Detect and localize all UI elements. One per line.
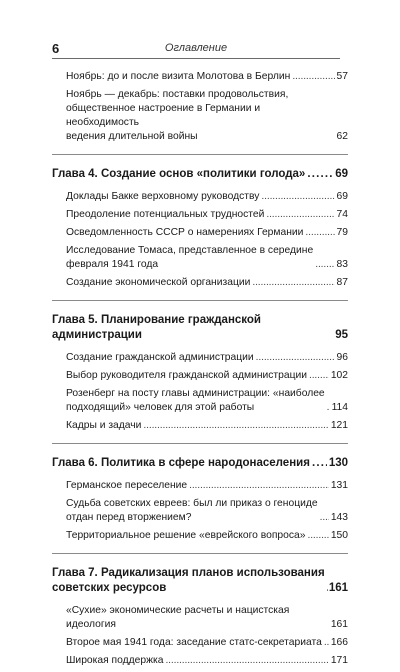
chapter-heading-page: 161 [329,581,348,596]
chapter-heading-page: 130 [329,456,348,471]
toc-entry-title: Судьба советских евреев: был ли приказ о геноциде отдан перед вторжением? [66,497,318,525]
toc-entry-title: Исследование Томаса, представленное в середине февраля 1941 года [66,244,313,272]
toc-entry [52,636,348,650]
chapter-heading-page: 69 [335,167,348,182]
dot-leader [266,208,334,222]
chapter-heading-title: Глава 5. Планирование гражданской администрации [52,313,331,343]
chapter-block [52,167,348,290]
chapter-block [52,566,348,668]
dot-leader [256,351,335,365]
toc-entry-title: Преодоление потенциальных трудностей [66,208,264,222]
dot-leader [324,636,329,650]
toc-entry-page: 83 [337,258,348,272]
toc-entry-page: 143 [331,511,348,525]
toc-entry-page: 102 [331,369,348,383]
toc-entry-title: Доклады Бакке верховному руководству [66,190,259,204]
page-header [52,38,340,60]
dot-leader [315,258,334,272]
toc-entry-page: 62 [337,130,348,144]
dot-leader [312,456,327,471]
toc-entry [52,419,348,433]
toc-entry-page: 69 [337,190,348,204]
dot-leader [327,401,330,415]
dot-leader [320,511,329,525]
toc-entry-title: «Сухие» экономические расчеты и нацистская идеология [66,604,327,632]
toc-entry [52,387,348,415]
chapter-divider [52,154,348,155]
chapter-heading-title: Глава 4. Создание основ «политики голода» [52,167,305,182]
chapter-heading-page: 95 [335,328,348,343]
toc-entry [52,369,348,383]
chapter-heading [52,167,348,182]
toc-entry-page: 79 [337,226,348,240]
toc-entry-page: 57 [337,70,348,84]
toc-entry-title: Ноябрь — декабрь: поставки продовольствия, общественное настроение в Германии и необходимость ведения длительной войны [66,88,333,144]
dot-leader [305,226,334,240]
toc-entry-title: Территориальное решение «еврейского вопроса» [66,529,305,543]
toc-entry [52,604,348,632]
toc-entry-title: Второе мая 1941 года: заседание статс-секретариата [66,636,322,650]
toc-entry-page: 87 [337,276,348,290]
toc-entry-title: Ноябрь: до и после визита Молотова в Берлин [66,70,290,84]
toc-entry-title: Создание гражданской администрации [66,351,254,365]
toc-entry-page: 96 [337,351,348,365]
page-number: 6 [52,41,59,56]
toc-entry-page: 166 [331,636,348,650]
chapter-heading [52,313,348,343]
toc-entry-title: Германское переселение [66,479,187,493]
dot-leader [307,529,328,543]
dot-leader [252,276,334,290]
toc-entry-page: 131 [331,479,348,493]
running-title: Оглавление [52,42,340,54]
toc-entry [52,190,348,204]
chapter-heading [52,456,348,471]
toc-entry [52,226,348,240]
toc-entry-title: Широкая поддержка [66,654,163,668]
chapter-divider [52,443,348,444]
chapter-divider [52,300,348,301]
toc-entry-title: Кадры и задачи [66,419,141,433]
toc-entry-title: Выбор руководителя гражданской администрации [66,369,307,383]
toc-entry-page: 74 [337,208,348,222]
dot-leader [143,419,328,433]
table-of-contents [52,70,348,672]
dot-leader [307,167,333,182]
toc-entry [52,351,348,365]
dot-leader [189,479,329,493]
dot-leader [165,654,328,668]
toc-entry-title: Создание экономической организации [66,276,250,290]
toc-entry-title: Розенберг на посту главы администрации: «наиболее подходящий» человек для этой работы [66,387,325,415]
chapter-divider [52,553,348,554]
dot-leader [309,369,329,383]
toc-entry-page: 150 [331,529,348,543]
toc-entry [52,244,348,272]
toc-entry-title: Осведомленность СССР о намерениях Германии [66,226,303,240]
dot-leader [292,70,334,84]
toc-entry [52,70,348,84]
toc-entry [52,208,348,222]
toc-entry-page: 114 [332,401,348,415]
chapter-heading-title: Глава 7. Радикализация планов использования советских ресурсов [52,566,325,596]
toc-entry [52,479,348,493]
toc-entry-page: 161 [331,618,348,632]
header-rule [52,58,340,59]
toc-entry-page: 171 [331,654,348,668]
toc-entry-page: 121 [331,419,348,433]
chapter-heading-title: Глава 6. Политика в сфере народонаселения [52,456,310,471]
chapter-heading [52,566,348,596]
toc-entry [52,88,348,144]
chapter-block [52,313,348,433]
toc-entry [52,276,348,290]
dot-leader [261,190,334,204]
chapter-block [52,456,348,543]
toc-entry [52,529,348,543]
toc-entry [52,654,348,668]
toc-entry [52,497,348,525]
